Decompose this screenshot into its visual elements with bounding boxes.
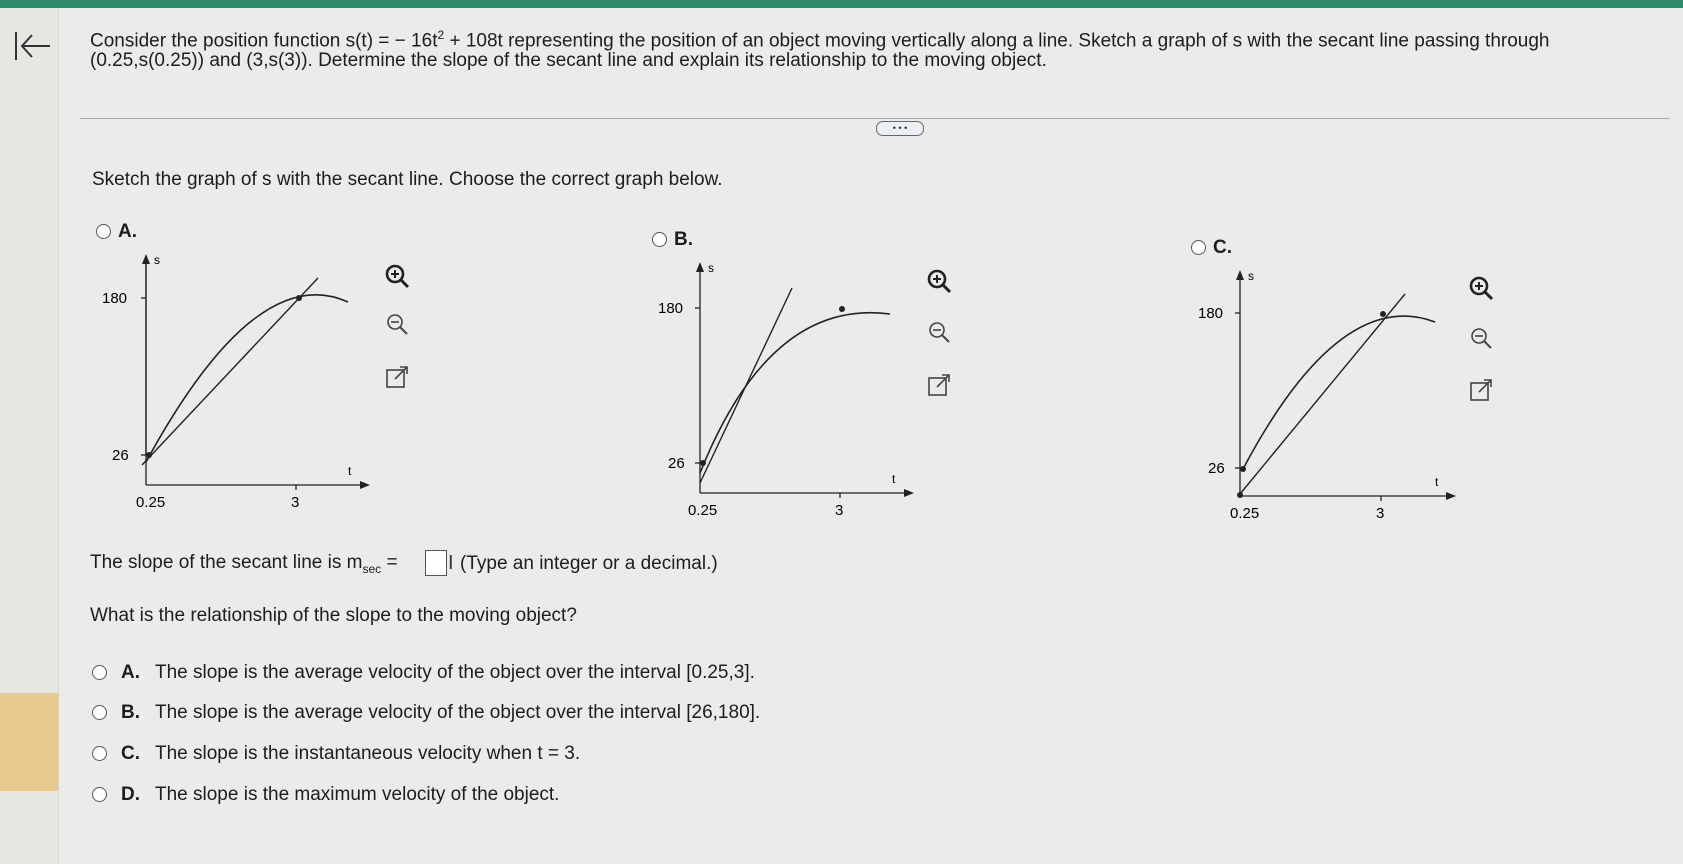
problem-statement-line-2: (0.25,s(0.25)) and (3,s(3)). Determine the slope of the secant line and explain its relationship to the moving object. <box>90 50 1047 71</box>
graph-b-x-left-label: 0.25 <box>688 502 718 519</box>
graph-c-point-origin <box>1237 492 1243 498</box>
choice-a-letter: A. <box>121 662 140 683</box>
choice-c-text[interactable]: The slope is the instantaneous velocity when t = 3. <box>155 743 581 764</box>
graph-b-point-1 <box>700 460 706 466</box>
slope-answer-input[interactable] <box>425 550 447 576</box>
graph-c-s-label: s <box>1248 269 1254 283</box>
graph-c-open-window-icon[interactable] <box>1466 375 1496 405</box>
graph-a-s-label: s <box>154 253 160 267</box>
graph-a-y-high-label: 180 <box>102 290 128 307</box>
graph-a-zoom-out-icon[interactable] <box>382 310 412 340</box>
graph-b-open-window-icon[interactable] <box>924 370 954 400</box>
problem-exponent: 2 <box>437 28 445 42</box>
graph-a-x-arrow <box>360 481 370 489</box>
graph-a-point-1 <box>146 452 152 458</box>
graph-b-y-high-label: 180 <box>658 300 684 317</box>
choice-b-letter: B. <box>121 702 140 723</box>
graph-b-y-arrow <box>696 262 704 272</box>
problem-text-part2: + 108t representing the position of an object moving vertically along a line. Sketch a graph of s with the secant line passing through <box>444 30 1550 52</box>
graph-c-x-arrow <box>1446 492 1456 500</box>
graph-b <box>650 258 940 519</box>
graph-option-b-label: B. <box>674 229 693 250</box>
graph-c-zoom-out-icon[interactable] <box>1466 324 1496 354</box>
sketch-prompt: Sketch the graph of s with the secant line. Choose the correct graph below. <box>92 169 723 190</box>
text-cursor-icon: I <box>448 552 454 574</box>
top-accent-bar <box>0 0 1683 8</box>
graph-c-x-left-label: 0.25 <box>1230 505 1260 522</box>
graph-a-curve <box>146 295 348 462</box>
question-highlight-marker <box>0 693 58 791</box>
graph-a-open-window-icon[interactable] <box>382 362 412 392</box>
choice-c-letter: C. <box>121 743 140 764</box>
expand-handle-button[interactable]: • • • <box>876 121 924 136</box>
slope-question-prefix: The slope of the secant line is m <box>90 552 363 573</box>
graph-b-x-right-label: 3 <box>835 502 844 519</box>
problem-text-part1: Consider the position function s(t) = − 16t <box>90 30 438 52</box>
choice-d-radio[interactable] <box>92 787 107 802</box>
choice-a-text[interactable]: The slope is the average velocity of the object over the interval [0.25,3]. <box>155 662 755 683</box>
graph-b-secant <box>700 288 792 483</box>
graph-b-zoom-in-icon[interactable] <box>924 267 954 297</box>
graph-c-point-1 <box>1240 466 1246 472</box>
graph-c-y-low-label: 26 <box>1208 460 1225 477</box>
graph-a-point-2 <box>296 295 302 301</box>
graph-b-t-label: t <box>892 472 896 486</box>
graph-b-y-low-label: 26 <box>668 455 685 472</box>
graph-a <box>96 250 386 511</box>
graph-b-x-arrow <box>904 489 914 497</box>
choice-a-radio[interactable] <box>92 665 107 680</box>
relationship-question: What is the relationship of the slope to the moving object? <box>90 605 577 626</box>
graph-option-a-radio[interactable] <box>96 224 111 239</box>
choice-c-radio[interactable] <box>92 746 107 761</box>
choice-b-text[interactable]: The slope is the average velocity of the object over the interval [26,180]. <box>155 702 761 723</box>
graph-c-t-label: t <box>1435 475 1439 489</box>
section-divider <box>80 118 1670 119</box>
graph-c-x-right-label: 3 <box>1376 505 1385 522</box>
graph-b-s-label: s <box>708 261 714 275</box>
graph-a-x-left-label: 0.25 <box>136 494 166 511</box>
choice-d-text[interactable]: The slope is the maximum velocity of the object. <box>155 784 560 805</box>
graph-option-c-label: C. <box>1213 237 1232 258</box>
graph-a-t-label: t <box>348 464 352 478</box>
graph-option-c-radio[interactable] <box>1191 240 1206 255</box>
graph-b-curve <box>700 313 890 473</box>
slope-question-subscript: sec <box>362 561 382 576</box>
graph-c-curve <box>1243 316 1435 469</box>
graph-a-x-right-label: 3 <box>291 494 300 511</box>
choice-d-letter: D. <box>121 784 140 805</box>
graph-c-point-2 <box>1380 311 1386 317</box>
graph-c-secant <box>1240 294 1405 494</box>
graph-option-b-radio[interactable] <box>652 232 667 247</box>
slope-answer-hint: (Type an integer or a decimal.) <box>460 553 718 574</box>
slope-question <box>90 551 398 581</box>
graph-b-zoom-out-icon[interactable] <box>924 318 954 348</box>
graph-c-y-high-label: 180 <box>1198 305 1224 322</box>
graph-b-point-2 <box>839 306 845 312</box>
graph-a-secant <box>142 278 318 465</box>
graph-c-y-arrow <box>1236 270 1244 280</box>
graph-a-zoom-in-icon[interactable] <box>382 262 412 292</box>
back-arrow-icon[interactable] <box>12 28 52 64</box>
slope-question-equals: = <box>381 552 398 573</box>
graph-option-a-label: A. <box>118 221 137 242</box>
graph-c-zoom-in-icon[interactable] <box>1466 274 1496 304</box>
graph-c <box>1190 266 1480 522</box>
choice-b-radio[interactable] <box>92 705 107 720</box>
graph-a-y-low-label: 26 <box>112 447 129 464</box>
